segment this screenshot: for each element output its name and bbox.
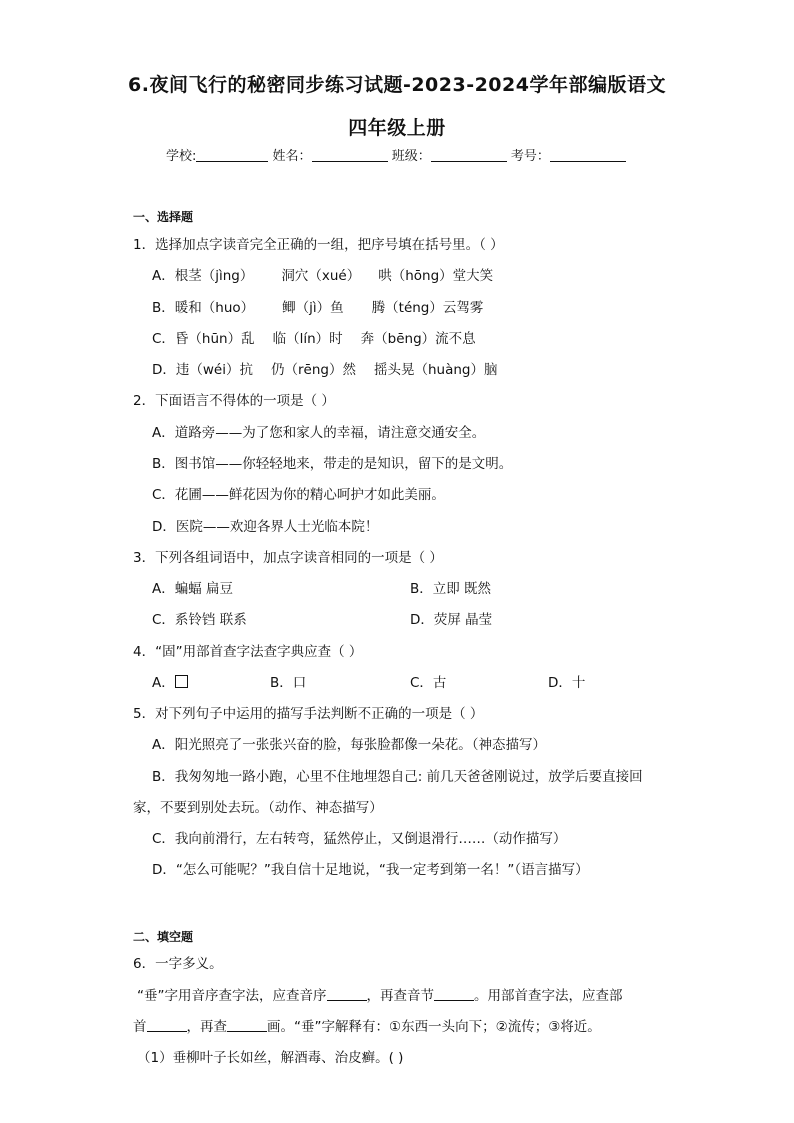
question-4-option-c: C．古 — [410, 675, 447, 691]
question-5-option-d: D．“怎么可能呢？”我自信十足地说，“我一定考到第一名！”（语言描写） — [152, 862, 589, 878]
question-4-stem: 4．“固”用部首查字法查字典应查（ ） — [133, 644, 363, 660]
exam-number-label: 考号： — [510, 149, 550, 164]
question-2-option-c: C．花圃——鲜花因为你的精心呵护才如此美丽。 — [152, 487, 445, 503]
question-3-option-a: A．蝙蝠 扁豆 — [152, 581, 234, 597]
class-label: 班级： — [391, 149, 431, 164]
question-5-option-b-line2: 家，不要到别处去玩。（动作、神态描写） — [133, 800, 383, 816]
question-1-option-c: C．昏（hūn）乱 临（lín）时 奔（bēng）流不息 — [152, 331, 476, 347]
question-2-option-a: A．道路旁——为了您和家人的幸福，请注意交通安全。 — [152, 425, 486, 441]
blank-sound-index[interactable] — [327, 987, 367, 1001]
question-1-stem: 1．选择加点字读音完全正确的一组，把序号填在括号里。（ ） — [133, 237, 504, 253]
page-title: 6.夜间飞行的秘密同步练习试题-2023-2024学年部编版语文 — [128, 74, 666, 96]
question-6-line1: “垂”字用音序查字法，应查音序 ，再查音节 。用部首查字法，应查部 — [137, 988, 623, 1004]
question-4-option-d: D．十 — [548, 675, 586, 691]
section-heading-fill: 二、填空题 — [133, 930, 194, 944]
question-1-option-a: A．根茎（jìng） 洞穴（xué） 哄（hōng）堂大笑 — [152, 268, 494, 284]
question-6-line2: 首 ，再查 画。“垂”字解释有：①东西一头向下；②流传；③将近。 — [133, 1019, 601, 1035]
blank-radical[interactable] — [147, 1018, 187, 1032]
blank-stroke-count[interactable] — [227, 1018, 267, 1032]
question-6-stem: 6．一字多义。 — [133, 956, 223, 972]
question-6-subitem-1: （1）垂柳叶子长如丝，解酒毒、治皮癣。( ) — [137, 1050, 404, 1066]
question-1-option-b: B．暖和（huo） 鲫（jì）鱼 腾（téng）云驾雾 — [152, 300, 484, 316]
student-info-line — [166, 145, 626, 164]
question-5-option-c: C．我向前滑行，左右转弯，猛然停止，又倒退滑行……（动作描写） — [152, 831, 567, 847]
name-blank[interactable] — [312, 147, 388, 162]
question-3-stem: 3．下列各组词语中，加点字读音相同的一项是（ ） — [133, 550, 443, 566]
exam-number-blank[interactable] — [550, 147, 626, 162]
question-4-option-b: B．口 — [270, 675, 307, 691]
school-blank[interactable] — [196, 147, 268, 162]
school-label: 学校: — [166, 149, 197, 164]
question-2-option-b: B．图书馆——你轻轻地来，带走的是知识，留下的是文明。 — [152, 456, 513, 472]
question-5-option-b-line1: B．我匆匆地一路小跑，心里不住地埋怨自己: 前几天爸爸刚说过，放学后要直接回 — [152, 769, 643, 785]
question-2-stem: 2．下面语言不得体的一项是（ ） — [133, 393, 335, 409]
section-heading-choice: 一、选择题 — [133, 210, 194, 224]
class-blank[interactable] — [431, 147, 507, 162]
question-3-option-b: B．立即 既然 — [410, 581, 492, 597]
question-5-option-a: A．阳光照亮了一张张兴奋的脸，每张脸都像一朵花。（神态描写） — [152, 737, 546, 753]
question-5-stem: 5．对下列句子中运用的描写手法判断不正确的一项是（ ） — [133, 706, 484, 722]
question-4-option-a: A． — [152, 671, 188, 691]
page-subtitle: 四年级上册 — [348, 117, 446, 139]
question-1-option-d: D．违（wéi）抗 仍（rēng）然 摇头晃（huàng）脑 — [152, 362, 498, 378]
blank-syllable[interactable] — [434, 987, 474, 1001]
question-2-option-d: D．医院——欢迎各界人士光临本院！ — [152, 519, 379, 535]
question-3-option-d: D．荧屏 晶莹 — [410, 612, 493, 628]
name-label: 姓名： — [272, 149, 312, 164]
question-3-option-c: C．系铃铛 联系 — [152, 612, 247, 628]
enclosure-radical-icon — [175, 675, 188, 688]
